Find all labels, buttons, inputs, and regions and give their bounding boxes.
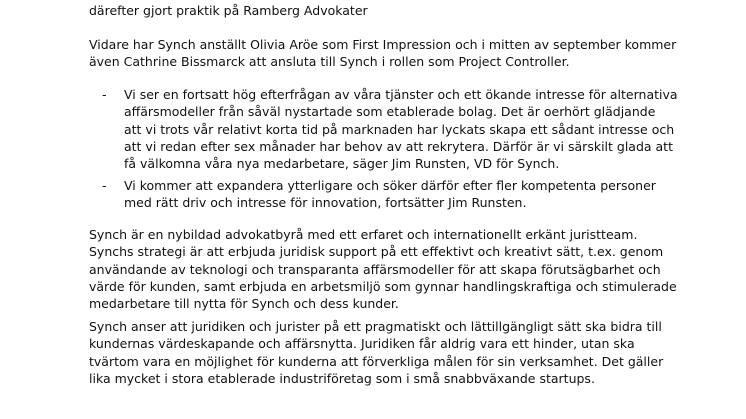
paragraph-new-hires [89, 36, 676, 71]
text-line: även Cathrine Bissmarck att ansluta till Synch i rollen som Project Controller. [89, 54, 570, 70]
text-line: därefter gjort praktik på Ramberg Advokater [89, 3, 368, 18]
text-line: med rätt driv och intresse för innovation, fortsätter Jim Runsten. [124, 195, 527, 211]
text-line: medarbetare till nytta för Synch och dess kunder. [89, 296, 399, 312]
text-line: Synch anser att juridiken och jurister på ett pragmatiskt och lättillgängligt sätt ska bidra till [89, 319, 662, 334]
text-line: Synchs strategi är att erbjuda juridisk support på ett effektivt och kreativt sätt, t.ex. genom [89, 244, 664, 260]
text-line: tvärtom vara en möjlighet för kunderna att förverkliga målen för sin verksamhet. Det gäller [89, 353, 664, 369]
text-line: lika mycket i stora etablerade industriföretag som i små snabbväxande startups. [89, 370, 595, 386]
text-line: kundernas värdeskapande och affärsnytta. Juridiken får aldrig vara ett hinder, utan ska [89, 336, 635, 352]
paragraph-intro-tail [89, 2, 368, 19]
text-line: Vi ser en fortsatt hög efterfrågan av våra tjänster och ett ökande intresse för alternativa [124, 87, 678, 102]
text-line: Synch är en nybildad advokatbyrå med ett erfaret och internationellt erkänt juristteam. [89, 227, 638, 242]
quote-ceo [124, 86, 678, 172]
quote-expansion [124, 177, 656, 212]
text-line: affärsmodeller från såväl nystartade som etablerade bolag. Det är oerhört glädjande [124, 104, 656, 120]
paragraph-synch-view [89, 318, 663, 387]
bullet-marker: - [102, 178, 107, 193]
text-line: användande av teknologi och transparanta affärsmodeller för att skapa förutsägbarhet och [89, 261, 661, 277]
paragraph-about-synch [89, 226, 677, 312]
text-line: värde för kunden, samt erbjuda en arbetsmiljö som gynnar handlingskraftiga och stimulerade [89, 278, 677, 294]
text-line: att vi redan efter sex månader har behov av att rekrytera. Därför är vi särskilt glada att [124, 138, 673, 154]
text-line: Vidare har Synch anställt Olivia Aröe som First Impression och i mitten av september kommer [89, 37, 677, 52]
text-line: Vi kommer att expandera ytterligare och söker därför efter fler kompetenta personer [124, 178, 656, 193]
text-line: få välkomna våra nya medarbetare, säger Jim Runsten, VD för Synch. [124, 156, 560, 172]
bullet-marker: - [102, 87, 107, 102]
text-line: att vi trots vår relativt korta tid på marknaden har lyckats skapa ett sådant intresse och [124, 121, 675, 137]
